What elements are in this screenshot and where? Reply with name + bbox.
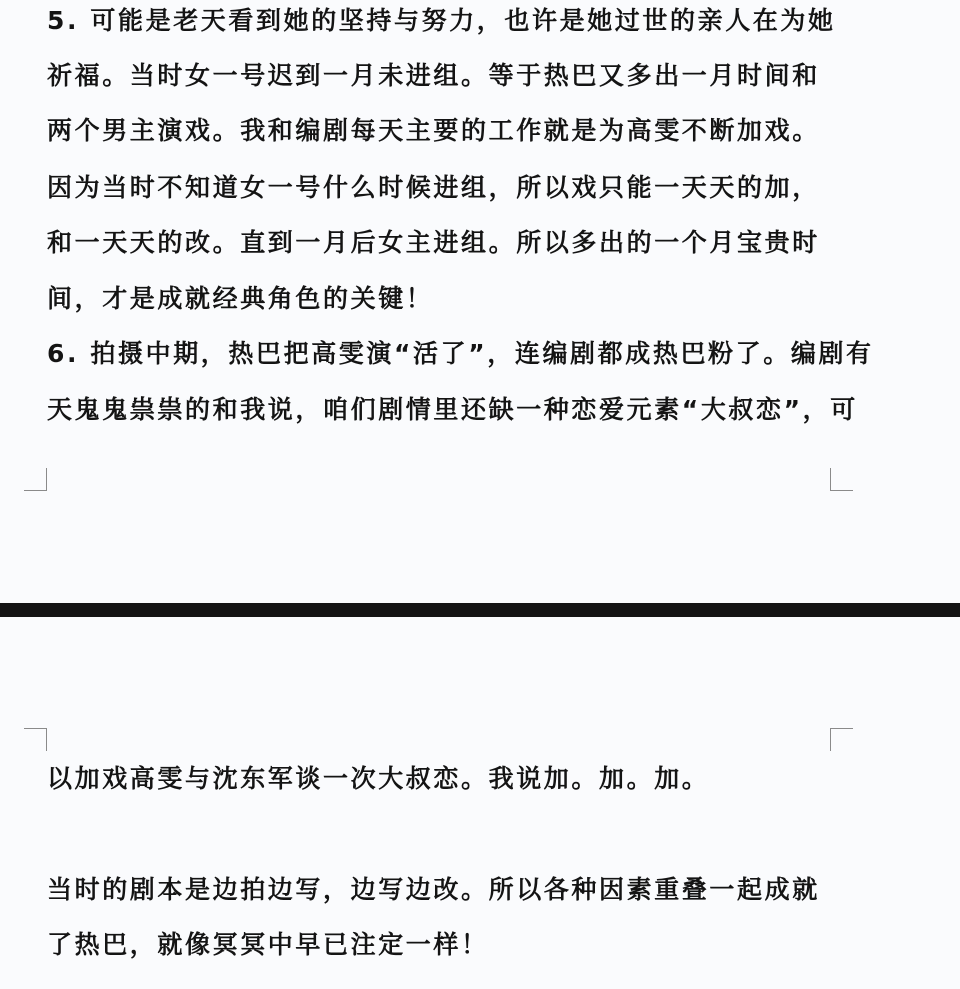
page-corner-mark — [24, 468, 47, 491]
document-page-2 — [0, 617, 960, 989]
text-line: 以加戏高雯与沈东军谈一次大叔恋。我说加。加。加。 — [47, 764, 710, 793]
page-corner-mark — [830, 468, 853, 491]
text-line: 6. 拍摄中期，热巴把高雯演“活了”，连编剧都成热巴粉了。编剧有 — [47, 339, 874, 368]
text-line: 间，才是成就经典角色的关键！ — [47, 284, 434, 313]
page-separator — [0, 603, 960, 617]
text-line: 天鬼鬼祟祟的和我说，咱们剧情里还缺一种恋爱元素“大叔恋”，可 — [47, 395, 858, 424]
text-line: 和一天天的改。直到一月后女主进组。所以多出的一个月宝贵时 — [47, 228, 820, 257]
text-line: 当时的剧本是边拍边写，边写边改。所以各种因素重叠一起成就 — [47, 875, 820, 904]
text-line: 5. 可能是老天看到她的坚持与努力，也许是她过世的亲人在为她 — [47, 6, 836, 35]
text-line: 了热巴，就像冥冥中早已注定一样！ — [47, 930, 489, 959]
page-corner-mark — [830, 728, 853, 751]
text-line: 祈福。当时女一号迟到一月未进组。等于热巴又多出一月时间和 — [47, 61, 820, 90]
text-line: 因为当时不知道女一号什么时候进组，所以戏只能一天天的加， — [47, 173, 820, 202]
page-corner-mark — [24, 728, 47, 751]
text-line: 两个男主演戏。我和编剧每天主要的工作就是为高雯不断加戏。 — [47, 116, 820, 145]
